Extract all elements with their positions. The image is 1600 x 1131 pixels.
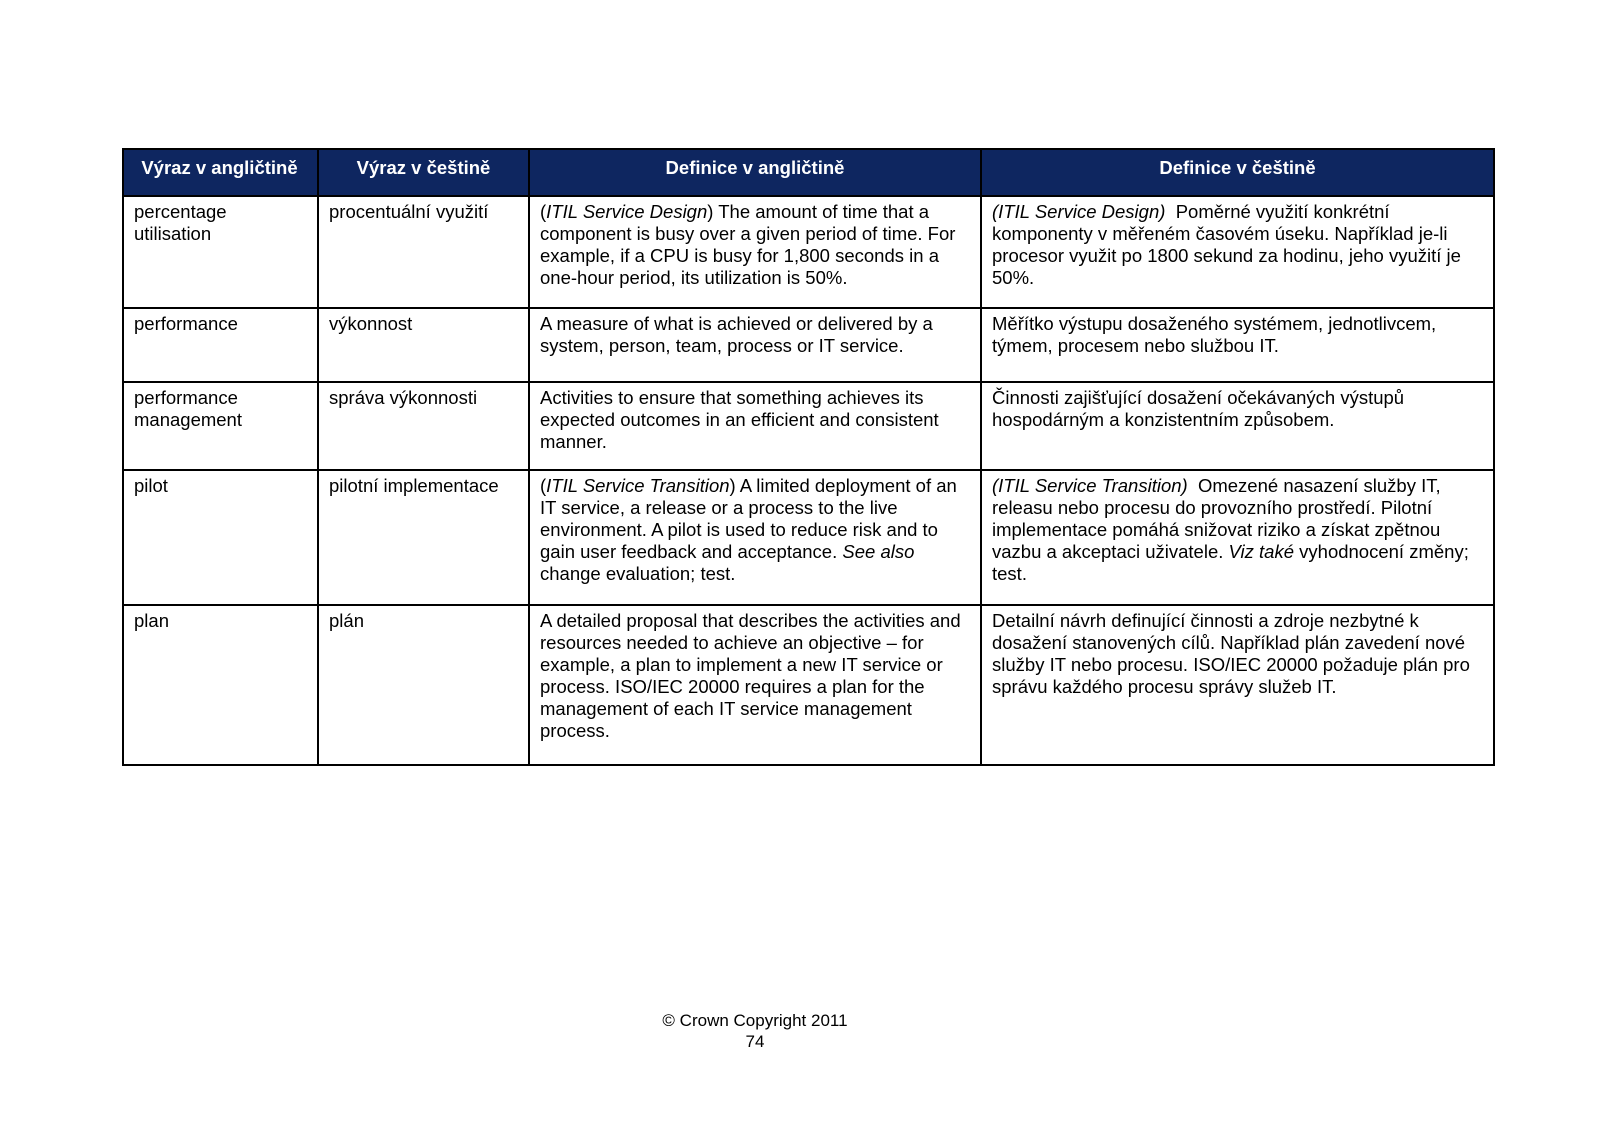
- cell-def-en: (ITIL Service Transition) A limited deployment of an IT service, a release or a process to the live environment. A pilot is used to reduce risk and to gain user feedback and acceptance. See also change evaluation; test.: [528, 471, 980, 604]
- table-row: [124, 195, 1493, 307]
- cell-def-cs: Detailní návrh definující činnosti a zdroje nezbytné k dosažení stanovených cílů. Například plán zavedení nové služby IT nebo procesu. ISO/IEC 20000 požaduje plán pro správu každého procesu správy služeb IT.: [980, 606, 1493, 764]
- cell-def-cs: Činnosti zajišťující dosažení očekávaných výstupů hospodárným a konzistentním způsobem.: [980, 383, 1493, 469]
- footer-page-number: 74: [745, 1032, 765, 1051]
- glossary-table: [122, 148, 1495, 766]
- table-row: [124, 469, 1493, 604]
- page-footer: [0, 1010, 1510, 1052]
- footer-copyright: © Crown Copyright 2011: [662, 1011, 848, 1030]
- cell-term-en: performance management: [134, 387, 243, 430]
- cell-term-en: percentage utilisation: [134, 201, 232, 244]
- table-row: [124, 381, 1493, 469]
- cell-term-en: plan: [134, 610, 169, 631]
- header-cell-term-cs: Výraz v češtině: [317, 150, 528, 195]
- cell-def-en: A detailed proposal that describes the activities and resources needed to achieve an objective – for example, a plan to implement a new IT service or process. ISO/IEC 20000 requires a plan for the management of each IT service management process.: [528, 606, 980, 764]
- header-cell-def-en: Definice v angličtině: [528, 150, 980, 195]
- table-row: [124, 307, 1493, 381]
- cell-term-cs: pilotní implementace: [317, 471, 528, 604]
- table-header-row: [124, 150, 1493, 195]
- header-cell-term-en: Výraz v angličtině: [124, 150, 317, 195]
- cell-term-cs: výkonnost: [317, 309, 528, 381]
- header-cell-def-cs: Definice v češtině: [980, 150, 1493, 195]
- cell-def-en: (ITIL Service Design) The amount of time that a component is busy over a given period of time. For example, if a CPU is busy for 1,800 seconds in a one-hour period, its utilization is 50%.: [528, 197, 980, 307]
- cell-def-cs: (ITIL Service Design) Poměrné využití konkrétní komponenty v měřeném časovém úseku. Například je-li procesor využit po 1800 sekund za hodinu, jeho využití je 50%.: [980, 197, 1493, 307]
- cell-def-en: Activities to ensure that something achieves its expected outcomes in an efficient and consistent manner.: [528, 383, 980, 469]
- cell-term-cs: správa výkonnosti: [317, 383, 528, 469]
- table-row: [124, 604, 1493, 764]
- cell-term-en: performance: [134, 313, 238, 334]
- cell-def-cs: (ITIL Service Transition) Omezené nasazení služby IT, releasu nebo procesu do provozního prostředí. Pilotní implementace pomáhá snižovat riziko a získat zpětnou vazbu a akceptaci uživatele. Viz také vyhodnocení změny; test.: [980, 471, 1493, 604]
- cell-def-cs: Měřítko výstupu dosaženého systémem, jednotlivcem, týmem, procesem nebo službou IT.: [980, 309, 1493, 381]
- cell-def-en: A measure of what is achieved or delivered by a system, person, team, process or IT service.: [528, 309, 980, 381]
- cell-term-cs: procentuální využití: [317, 197, 528, 307]
- cell-term-cs: plán: [317, 606, 528, 764]
- cell-term-en: pilot: [134, 475, 168, 496]
